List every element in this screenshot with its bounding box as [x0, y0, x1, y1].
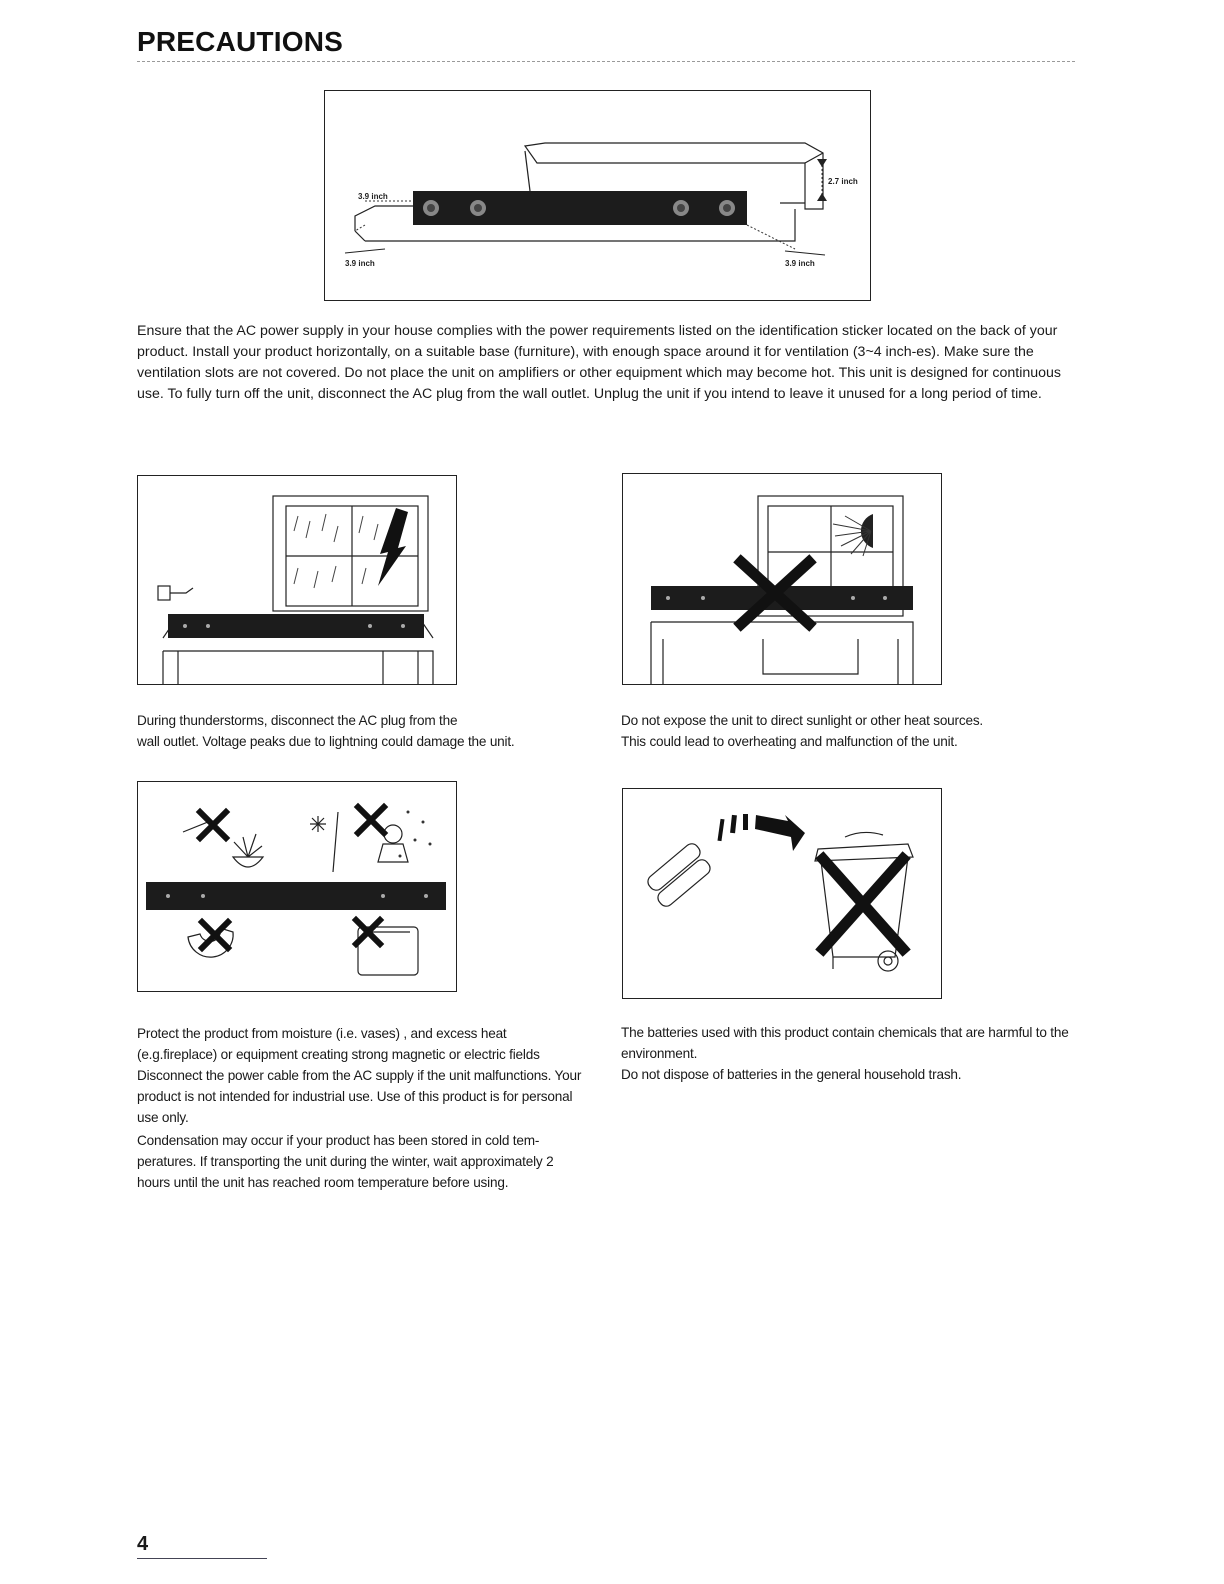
- batteries-figure: [622, 788, 942, 999]
- caption-line: During thunderstorms, disconnect the AC plug from the: [137, 713, 458, 728]
- ventilation-clearance-figure: [324, 90, 871, 301]
- page-number-rule: [137, 1558, 267, 1559]
- sunlight-caption: [621, 710, 1081, 752]
- caption-paragraph: Condensation may occur if your product has been stored in cold tem-peratures. If transporting the unit during the winter, wait approximately 2 hours until the unit has reached room temperature before using.: [137, 1133, 554, 1190]
- caption-line: wall outlet. Voltage peaks due to lightning could damage the unit.: [137, 734, 515, 749]
- caption-line: The batteries used with this product contain chemicals that are harmful to the environment.: [621, 1025, 1069, 1061]
- page-title: PRECAUTIONS: [137, 26, 343, 57]
- dimension-bottom-left-label: 3.9 inch: [345, 259, 375, 268]
- sunlight-figure: [622, 473, 942, 685]
- batteries-caption: [621, 1022, 1079, 1085]
- dimension-top-label: 2.7 inch: [828, 177, 858, 186]
- dimension-left-label: 3.9 inch: [358, 192, 388, 201]
- thunderstorm-illustration: [138, 476, 456, 684]
- moisture-heat-illustration: [138, 782, 456, 991]
- thunderstorm-caption: [137, 710, 597, 752]
- caption-line: This could lead to overheating and malfunction of the unit.: [621, 734, 958, 749]
- batteries-illustration: [623, 789, 941, 998]
- moisture-heat-figure: [137, 781, 457, 992]
- ventilation-illustration: [325, 91, 870, 300]
- caption-line: Do not dispose of batteries in the general household trash.: [621, 1067, 962, 1082]
- dimension-bottom-right-label: 3.9 inch: [785, 259, 815, 268]
- caption-line: Do not expose the unit to direct sunlight or other heat sources.: [621, 713, 984, 728]
- sunlight-illustration: [623, 474, 941, 684]
- caption-paragraph: Protect the product from moisture (i.e. vases) , and excess heat (e.g.fireplace) or equipment creating strong magnetic or electric fields Disconnect the power cable from the AC supply if the unit malfunctions. Your product is not intended for industrial use. Use of this product is for personal use only.: [137, 1026, 582, 1125]
- page-number: 4: [137, 1533, 149, 1555]
- title-divider: [137, 61, 1075, 62]
- thunderstorm-figure: [137, 475, 457, 685]
- moisture-caption: [137, 1023, 589, 1193]
- intro-paragraph: Ensure that the AC power supply in your house complies with the power requirements listed on the identification sticker located on the back of your product. Install your product horizontally, on a suitable base (furniture), with enough space around it for ventilation (3~4 inch-es). Make sure the ventilation slots are not covered. Do not place the unit on amplifiers or other equipment which may become hot. This unit is designed for continuous use. To fully turn off the unit, disconnect the AC plug from the wall outlet. Unplug the unit if you intend to leave it unused for a long period of time.: [137, 323, 1062, 402]
